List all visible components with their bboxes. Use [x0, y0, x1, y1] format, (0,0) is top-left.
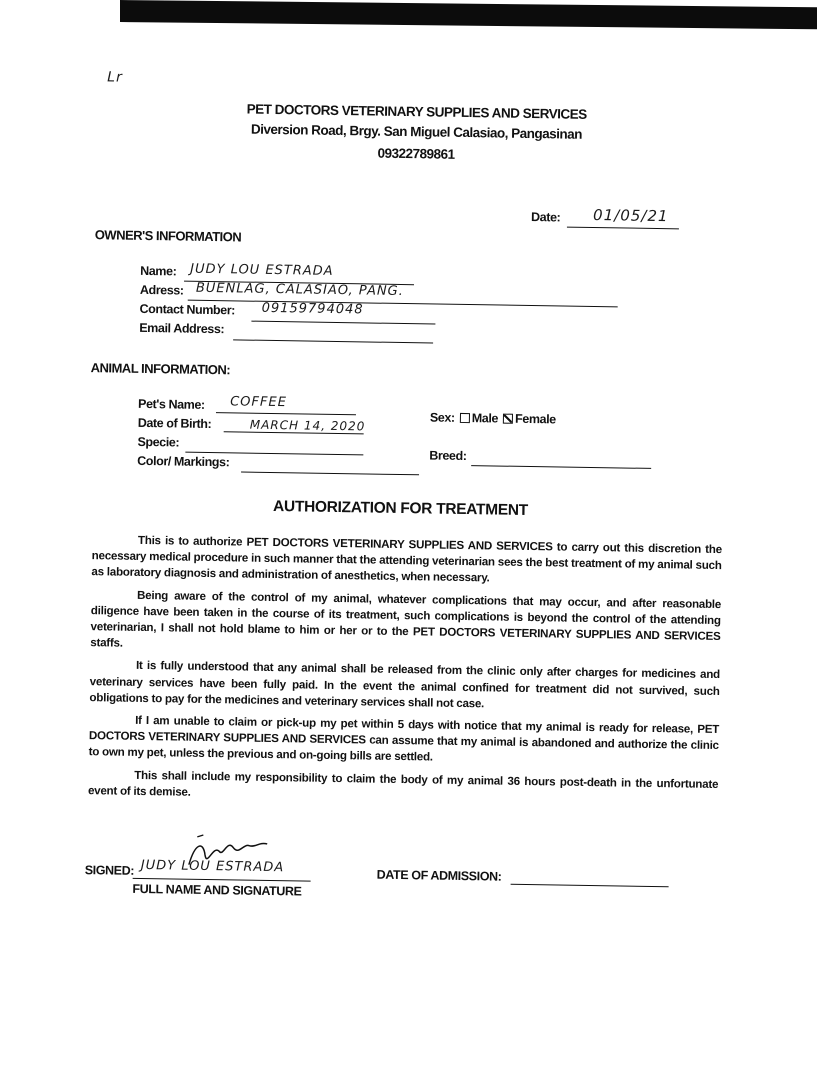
admission-line — [511, 884, 669, 887]
contact-line — [251, 321, 435, 325]
color-line — [241, 471, 419, 475]
authorization-title: AUTHORIZATION FOR TREATMENT — [272, 498, 529, 520]
contact-label: Contact Number: — [139, 301, 236, 318]
female-checkbox[interactable] — [503, 414, 513, 424]
sex-field — [430, 410, 556, 426]
breed-line — [471, 465, 651, 469]
date-label: Date: — [530, 210, 561, 225]
date-line — [567, 227, 679, 230]
breed-label: Breed: — [429, 448, 467, 464]
signed-value[interactable]: JUDY LOU ESTRADA — [140, 857, 285, 876]
corner-mark: Lr — [107, 69, 123, 86]
address-label: Adress: — [139, 282, 184, 298]
color-label: Color/ Markings: — [137, 453, 230, 470]
signature-line — [133, 878, 311, 882]
signed-label: SIGNED: — [84, 863, 135, 878]
email-line — [233, 339, 433, 343]
dob-value[interactable]: MARCH 14, 2020 — [249, 417, 366, 434]
pet-name-line — [216, 412, 356, 415]
owner-heading: OWNER'S INFORMATION — [94, 227, 242, 245]
authorization-paragraph: If I am unable to claim or pick-up my pet within 5 days with notice that my animal is ready for release, PET DOCTORS VETERINARY SUPPLIES AND SERVICES can assume that my animal is abandoned and authorize the clinic to own my pet, unless the previous and on-going bills are settled. — [88, 713, 720, 764]
authorization-paragraph: Being aware of the control of my animal, whatever complications that may occur, and after reasonable diligence have been taken in the course of its treatment, such complications is beyond the control of the attending veterinarian, I shall not hold blame to him or her or to the PET DOCTORS VETERINARY SUPPLIES AND SERVICES staffs. — [90, 588, 722, 650]
species-label: Specie: — [137, 434, 180, 450]
pet-name-label: Pet's Name: — [137, 396, 205, 412]
owner-name-value[interactable]: JUDY LOU ESTRADA — [190, 261, 334, 279]
male-checkbox[interactable] — [460, 413, 470, 423]
address-line — [188, 300, 618, 308]
email-label: Email Address: — [139, 320, 225, 337]
authorization-paragraph: It is fully understood that any animal shall be released from the clinic only after charges for medicines and veterinary services have been fully paid. In the event the animal confined for treatment did not survived, such obligations to pay for the medicines and veterinary services shall not case. — [89, 659, 721, 711]
owner-contact-value[interactable]: 09159794048 — [261, 300, 364, 318]
admission-label: DATE OF ADMISSION: — [376, 867, 502, 884]
female-option-label: Female — [514, 411, 556, 427]
authorization-paragraph: This shall include my responsibility to claim the body of my animal 36 hours post-death in the unfortunate event of its demise. — [87, 768, 719, 799]
signature-caption: FULL NAME AND SIGNATURE — [132, 881, 302, 899]
clinic-phone: 09322789861 — [377, 145, 455, 162]
animal-heading: ANIMAL INFORMATION: — [90, 360, 231, 378]
authorization-paragraph: This is to authorize PET DOCTORS VETERINARY SUPPLIES AND SERVICES to carry out this discretion the necessary medical procedure in such manner that the attending veterinarian sees the best treatment of my animal such as laboratory diagnosis and administration of anesthetics, when necessary. — [91, 533, 722, 585]
clinic-name: PET DOCTORS VETERINARY SUPPLIES AND SERVICES — [246, 101, 587, 122]
date-value[interactable]: 01/05/21 — [592, 205, 669, 226]
authorization-body — [88, 532, 722, 815]
clinic-address: Diversion Road, Brgy. San Miguel Calasiao, Pangasinan — [250, 121, 583, 142]
owner-address-value[interactable]: BUENLAG, CALASIAO, PANG. — [195, 280, 404, 300]
pet-name-value[interactable]: COFFEE — [230, 394, 287, 411]
dob-label: Date of Birth: — [137, 415, 212, 432]
name-label: Name: — [140, 263, 177, 279]
male-option-label: Male — [471, 411, 499, 426]
sex-label: Sex: — [429, 410, 455, 425]
